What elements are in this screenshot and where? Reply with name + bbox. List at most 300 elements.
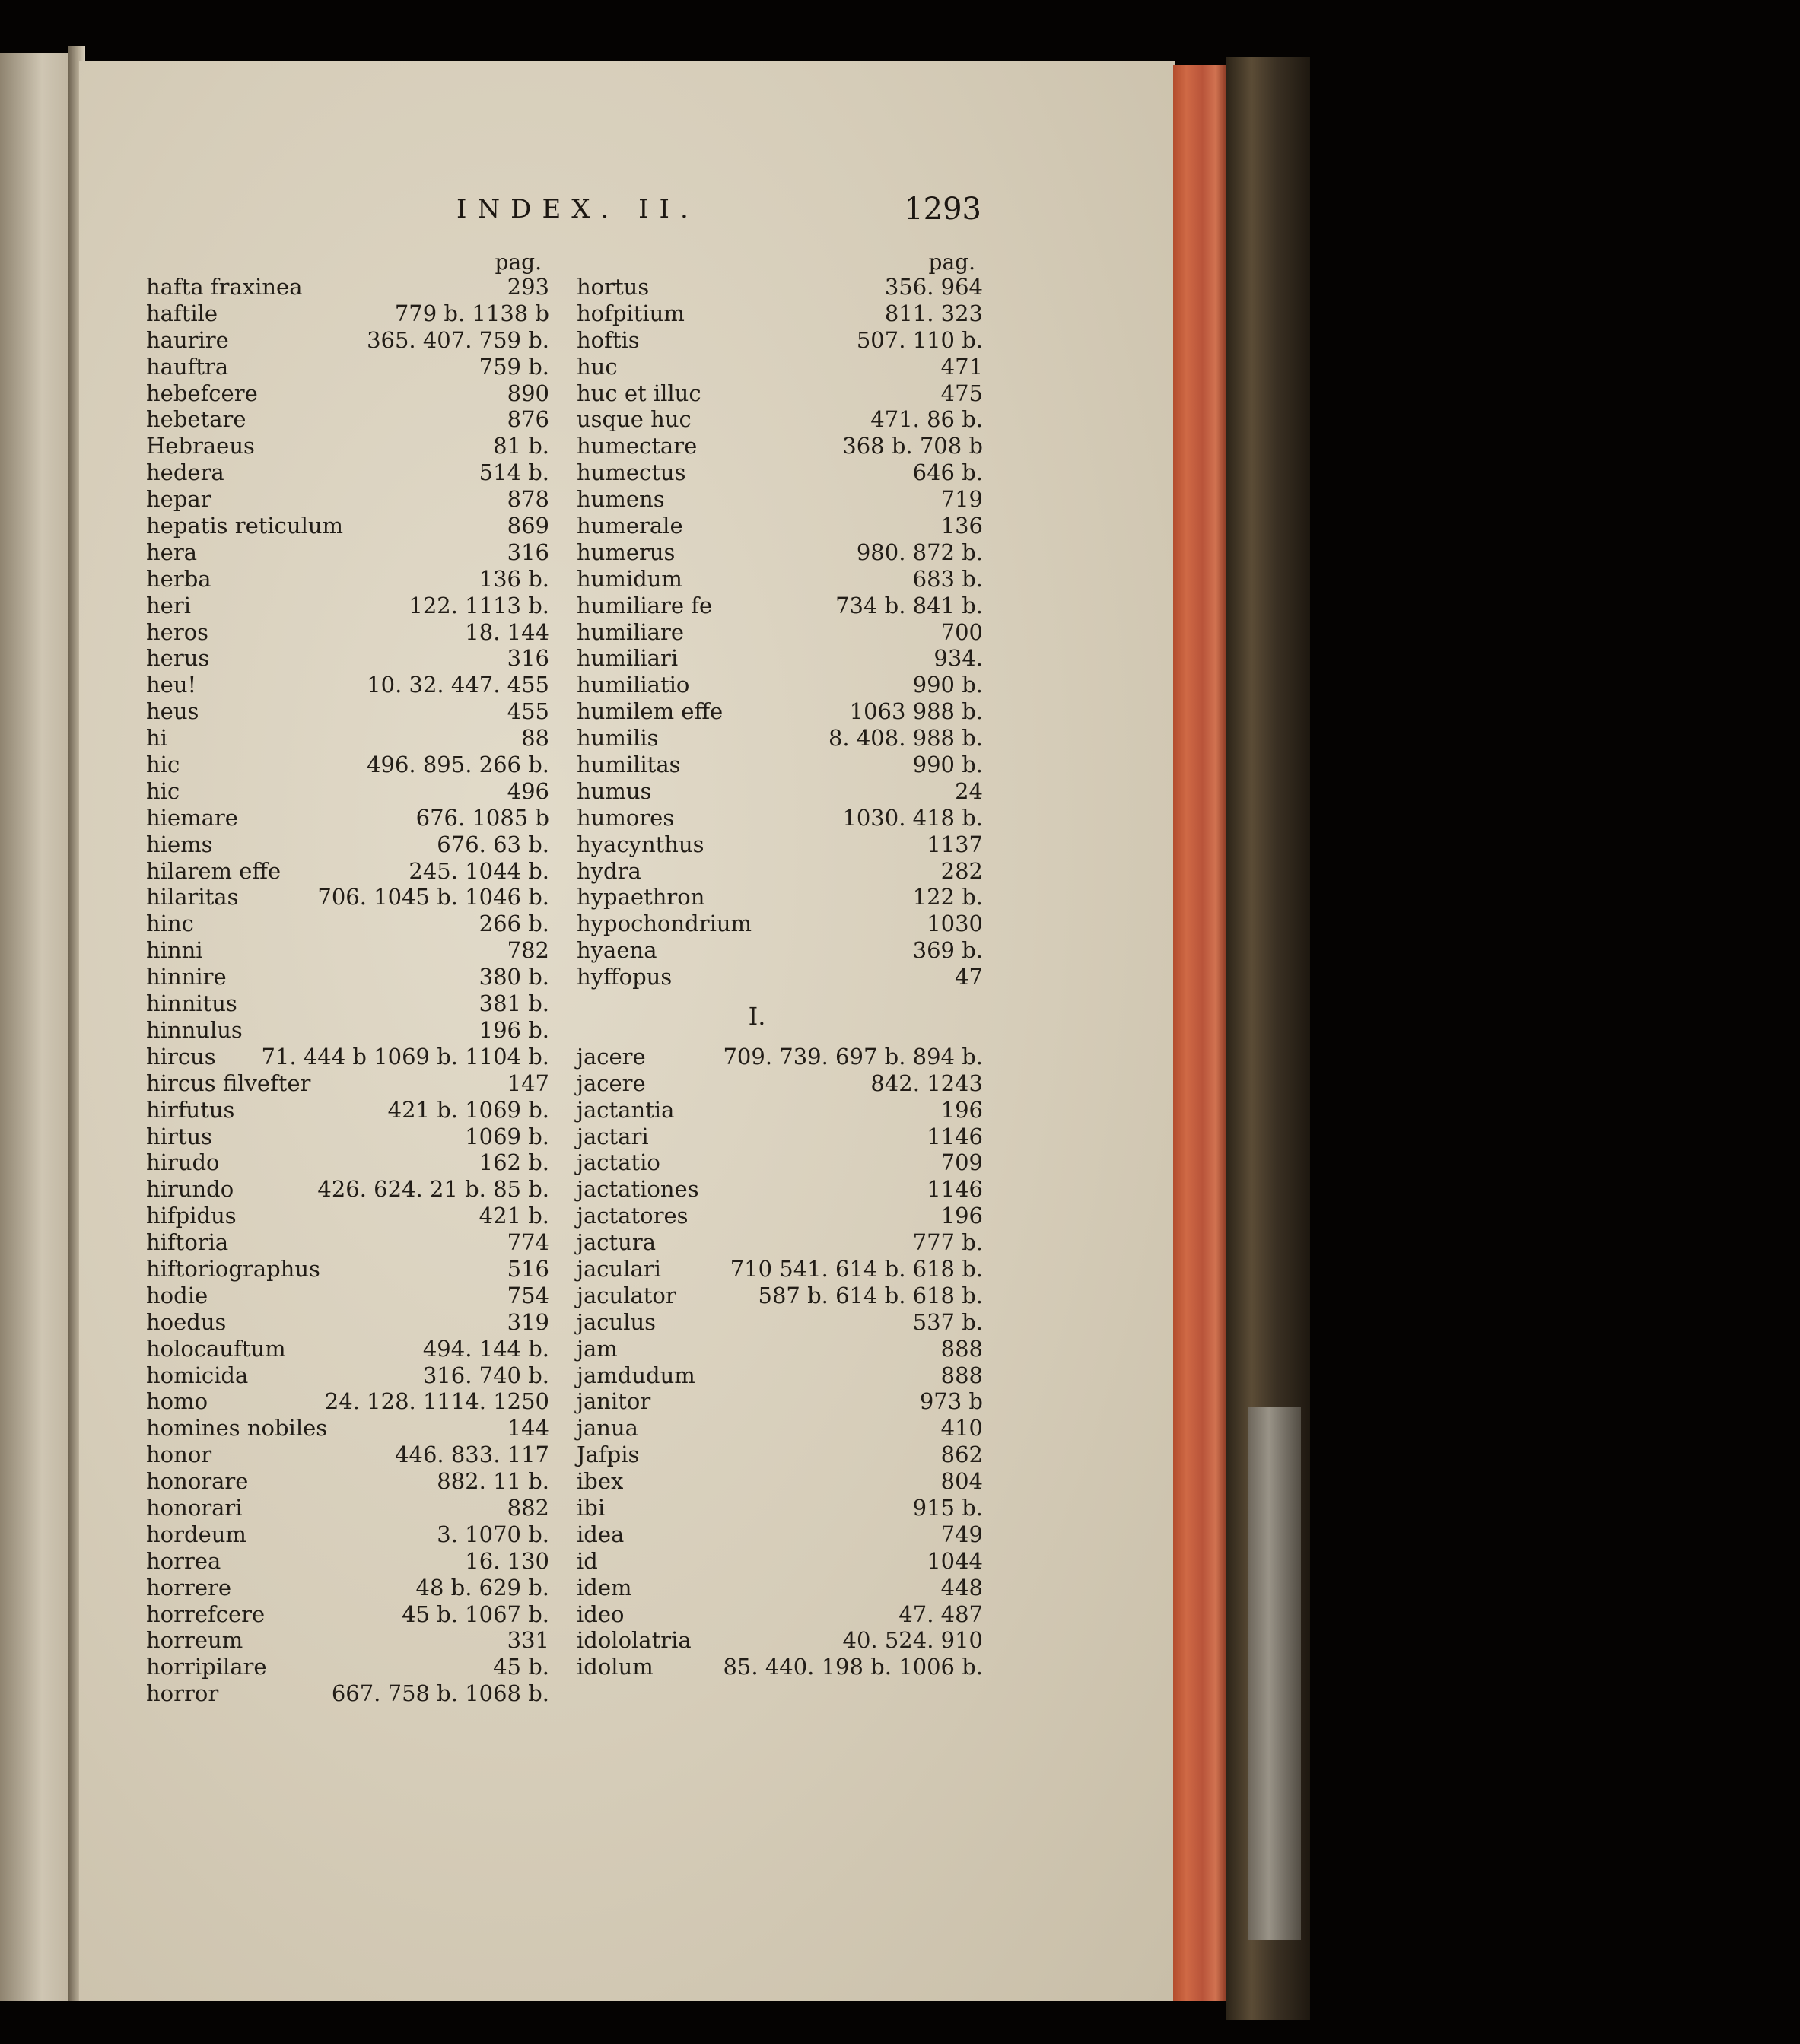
index-entry	[146, 1388, 549, 1415]
entry-term: jactatores	[577, 1203, 689, 1229]
index-entry	[146, 1521, 549, 1548]
index-entry	[577, 1229, 983, 1256]
entry-page-refs: 266 b.	[479, 911, 549, 937]
index-entry	[577, 1388, 983, 1415]
index-entry	[577, 1415, 983, 1442]
index-entry	[146, 672, 549, 698]
index-entry	[577, 486, 983, 513]
entry-term: jaculator	[577, 1282, 676, 1308]
entry-page-refs: 782	[507, 937, 549, 964]
index-entry	[577, 380, 983, 407]
entry-page-refs: 882. 11 b.	[437, 1468, 549, 1495]
entry-page-refs: 162 b.	[479, 1149, 549, 1176]
index-entry	[146, 911, 549, 937]
entry-term: humiliari	[577, 645, 679, 672]
index-entry	[146, 1415, 549, 1442]
index-entry	[146, 593, 549, 619]
entry-page-refs: 667. 758 b. 1068 b.	[331, 1680, 549, 1707]
index-entry	[146, 1283, 549, 1309]
index-entry	[146, 354, 549, 380]
index-entry	[146, 1654, 549, 1680]
entry-page-refs: 365. 407. 759 b.	[367, 326, 549, 353]
index-entry	[146, 1124, 549, 1150]
index-entry	[146, 1097, 549, 1124]
entry-term: honorari	[146, 1494, 243, 1521]
index-entry	[146, 805, 549, 831]
entry-term: jam	[577, 1335, 618, 1362]
entry-page-refs: 980. 872 b.	[856, 539, 983, 565]
entry-term: hiftoriographus	[146, 1255, 320, 1282]
entry-page-refs: 85. 440. 198 b. 1006 b.	[723, 1654, 983, 1680]
index-entry	[146, 1601, 549, 1628]
index-entry	[577, 1044, 983, 1070]
entry-term: jacere	[577, 1070, 646, 1096]
entry-term: humus	[577, 777, 652, 804]
index-entry	[577, 1575, 983, 1601]
entry-term: horrefcere	[146, 1601, 266, 1627]
entry-term: janua	[577, 1415, 638, 1442]
entry-term: jaculari	[577, 1255, 661, 1282]
index-entry	[146, 380, 549, 407]
entry-term: hedera	[146, 459, 224, 486]
entry-page-refs: 1069 b.	[465, 1123, 549, 1149]
entry-page-refs: 316	[507, 645, 549, 672]
index-entry	[577, 433, 983, 459]
entry-page-refs: 24	[955, 777, 983, 804]
entry-term: ibi	[577, 1494, 606, 1521]
entry-page-refs: 1146	[927, 1123, 983, 1149]
entry-page-refs: 455	[507, 698, 549, 725]
entry-page-refs: 421 b. 1069 b.	[387, 1096, 549, 1123]
entry-term: hafta fraxinea	[146, 274, 303, 300]
entry-term: hyffopus	[577, 964, 673, 990]
index-entry	[577, 1283, 983, 1309]
entry-page-refs: 71. 444 b 1069 b. 1104 b.	[261, 1043, 549, 1070]
entry-term: homo	[146, 1388, 208, 1415]
index-entry	[577, 1654, 983, 1680]
index-entry	[146, 645, 549, 672]
entry-term: idem	[577, 1574, 632, 1601]
index-entry	[577, 274, 983, 300]
entry-page-refs: 369 b.	[912, 937, 983, 964]
entry-term: hordeum	[146, 1521, 246, 1547]
running-head: INDEX. II.	[456, 194, 699, 224]
entry-term: idololatria	[577, 1627, 692, 1654]
entry-page-refs: 331	[507, 1627, 549, 1654]
index-entry	[577, 593, 983, 619]
entry-page-refs: 380 b.	[479, 964, 549, 990]
index-entry	[577, 1627, 983, 1654]
entry-term: hauftra	[146, 353, 229, 380]
entry-page-refs: 876	[507, 406, 549, 433]
index-entry	[146, 1176, 549, 1203]
entry-page-refs: 709. 739. 697 b. 894 b.	[723, 1043, 983, 1070]
entry-term: hirfutus	[146, 1096, 235, 1123]
entry-page-refs: 88	[521, 725, 549, 752]
entry-page-refs: 754	[507, 1282, 549, 1308]
entry-term: hydra	[577, 857, 641, 884]
entry-page-refs: 475	[940, 380, 983, 406]
index-entry	[146, 327, 549, 354]
entry-term: jactantia	[577, 1096, 675, 1123]
entry-term: heu!	[146, 672, 197, 698]
entry-term: hyacynthus	[577, 831, 704, 857]
entry-term: humilis	[577, 725, 659, 752]
entry-term: hinnitus	[146, 990, 237, 1017]
entry-page-refs: 47	[955, 964, 983, 990]
entry-term: humiliare	[577, 618, 684, 645]
entry-page-refs: 842. 1243	[870, 1070, 983, 1096]
entry-page-refs: 700	[940, 618, 983, 645]
index-entry	[577, 805, 983, 831]
entry-term: humectare	[577, 433, 698, 459]
entry-term: hirudo	[146, 1149, 220, 1176]
entry-term: horrea	[146, 1547, 221, 1574]
entry-term: hic	[146, 752, 180, 778]
entry-page-refs: 196	[940, 1096, 983, 1123]
entry-page-refs: 48 b. 629 b.	[415, 1574, 549, 1601]
entry-term: horror	[146, 1680, 219, 1707]
entry-page-refs: 421 b.	[479, 1203, 549, 1229]
right-index-column	[577, 250, 983, 1680]
entry-page-refs: 196 b.	[479, 1016, 549, 1043]
index-entry	[146, 1548, 549, 1575]
index-entry	[577, 884, 983, 911]
index-entry	[146, 937, 549, 964]
entry-term: haftile	[146, 300, 218, 326]
entry-term: hirundo	[146, 1176, 234, 1203]
entry-term: hifpidus	[146, 1203, 237, 1229]
entry-term: jamdudum	[577, 1362, 695, 1388]
entry-page-refs: 514 b.	[479, 459, 549, 486]
index-entry	[146, 698, 549, 725]
entry-term: idea	[577, 1521, 625, 1547]
index-entry	[577, 1362, 983, 1389]
entry-page-refs: 40. 524. 910	[842, 1627, 983, 1654]
entry-page-refs: 973 b	[919, 1388, 983, 1415]
entry-term: hodie	[146, 1282, 208, 1308]
index-entry	[146, 1044, 549, 1070]
entry-page-refs: 990 b.	[912, 672, 983, 698]
entry-page-refs: 368 b. 708 b	[842, 433, 983, 459]
entry-term: jactationes	[577, 1176, 699, 1203]
entry-term: humerale	[577, 513, 683, 539]
entry-term: janitor	[577, 1388, 651, 1415]
entry-term: idolum	[577, 1654, 654, 1680]
cover-worn-strip	[1248, 1407, 1301, 1940]
entry-term: hilarem effe	[146, 857, 281, 884]
entry-term: jaculus	[577, 1308, 657, 1335]
entry-page-refs: 471	[940, 353, 983, 380]
entry-page-refs: 646 b.	[912, 459, 983, 486]
entry-page-refs: 676. 1085 b	[415, 804, 549, 831]
index-entry	[577, 459, 983, 486]
index-entry	[577, 858, 983, 885]
entry-term: horrere	[146, 1574, 232, 1601]
index-entry	[146, 300, 549, 327]
entry-page-refs: 882	[507, 1494, 549, 1521]
entry-term: haurire	[146, 326, 229, 353]
entry-page-refs: 293	[507, 274, 549, 300]
entry-page-refs: 1030	[927, 911, 983, 937]
entry-term: homines nobiles	[146, 1415, 328, 1442]
entry-term: hypaethron	[577, 884, 705, 911]
index-entry	[146, 1203, 549, 1229]
entry-page-refs: 144	[507, 1415, 549, 1442]
index-entry	[146, 1336, 549, 1362]
index-entry	[146, 1575, 549, 1601]
entry-term: humilitas	[577, 752, 681, 778]
entry-term: hebetare	[146, 406, 246, 433]
entry-page-refs: 18. 144	[465, 618, 549, 645]
index-entry	[146, 1229, 549, 1256]
entry-page-refs: 869	[507, 513, 549, 539]
left-index-column	[146, 250, 549, 1707]
index-entry	[577, 1149, 983, 1176]
pag-label: pag.	[495, 250, 542, 275]
index-entry	[146, 752, 549, 778]
entry-term: humores	[577, 804, 675, 831]
entry-term: hircus	[146, 1043, 216, 1070]
entry-term: hyaena	[577, 937, 657, 964]
pag-label: pag.	[928, 250, 975, 275]
index-entry	[146, 1495, 549, 1521]
index-entry	[577, 354, 983, 380]
entry-page-refs: 147	[507, 1070, 549, 1096]
entry-page-refs: 45 b. 1067 b.	[402, 1601, 549, 1627]
entry-page-refs: 915 b.	[912, 1494, 983, 1521]
entry-page-refs: 47. 487	[898, 1601, 983, 1627]
entry-term: hypochondrium	[577, 911, 752, 937]
index-entry	[577, 619, 983, 646]
entry-page-refs: 507. 110 b.	[856, 326, 983, 353]
entry-page-refs: 282	[940, 857, 983, 884]
entry-page-refs: 537 b.	[912, 1308, 983, 1335]
entry-page-refs: 356. 964	[884, 274, 983, 300]
entry-term: ideo	[577, 1601, 625, 1627]
index-entry	[577, 1070, 983, 1097]
index-entry	[146, 513, 549, 539]
entry-term: heri	[146, 592, 191, 618]
entry-term: hortus	[577, 274, 650, 300]
entry-page-refs: 719	[940, 486, 983, 513]
index-entry	[146, 1442, 549, 1468]
entry-page-refs: 1030. 418 b.	[842, 804, 983, 831]
entry-term: jacere	[577, 1043, 646, 1070]
index-entry	[146, 1627, 549, 1654]
entry-page-refs: 1063 988 b.	[849, 698, 983, 725]
entry-page-refs: 676. 63 b.	[437, 831, 549, 857]
entry-term: jactura	[577, 1229, 657, 1256]
index-entry	[146, 884, 549, 911]
entry-page-refs: 16. 130	[465, 1547, 549, 1574]
entry-term: heros	[146, 618, 209, 645]
entry-page-refs: 245. 1044 b.	[409, 857, 549, 884]
entry-term: hircus filvefter	[146, 1070, 311, 1096]
entry-page-refs: 774	[507, 1229, 549, 1256]
entry-page-refs: 426. 624. 21 b. 85 b.	[317, 1176, 549, 1203]
entry-term: hic	[146, 777, 180, 804]
entry-term: id	[577, 1547, 598, 1574]
entry-page-refs: 496. 895. 266 b.	[367, 752, 549, 778]
index-entry	[577, 937, 983, 964]
index-entry	[146, 406, 549, 433]
index-entry	[577, 1601, 983, 1628]
facing-page-edge	[0, 53, 76, 2001]
entry-term: huc	[577, 353, 618, 380]
entry-page-refs: 587 b. 614 b. 618 b.	[758, 1282, 983, 1308]
entry-page-refs: 710 541. 614 b. 618 b.	[730, 1255, 983, 1282]
entry-term: humectus	[577, 459, 686, 486]
index-entry	[577, 831, 983, 858]
index-entry	[146, 725, 549, 752]
entry-term: hebefcere	[146, 380, 258, 406]
index-entry	[577, 1124, 983, 1150]
entry-term: honor	[146, 1442, 212, 1468]
index-entry	[577, 327, 983, 354]
entry-term: hiems	[146, 831, 213, 857]
index-entry	[577, 1521, 983, 1548]
entry-page-refs: 516	[507, 1255, 549, 1282]
entry-term: hinni	[146, 937, 203, 964]
entry-term: hiemare	[146, 804, 238, 831]
index-entry	[577, 513, 983, 539]
page-number: 1293	[904, 192, 981, 227]
index-entry	[577, 911, 983, 937]
entry-page-refs: 734 b. 841 b.	[835, 592, 983, 618]
entry-term: hoedus	[146, 1308, 227, 1335]
index-entry	[577, 698, 983, 725]
entry-page-refs: 706. 1045 b. 1046 b.	[317, 884, 549, 911]
entry-page-refs: 471. 86 b.	[870, 406, 983, 433]
entry-term: ibex	[577, 1468, 624, 1495]
entry-page-refs: 410	[940, 1415, 983, 1442]
entry-page-refs: 3. 1070 b.	[437, 1521, 549, 1547]
entry-term: hera	[146, 539, 197, 565]
entry-page-refs: 448	[940, 1574, 983, 1601]
index-entry	[577, 778, 983, 805]
entry-page-refs: 749	[940, 1521, 983, 1547]
right-entry-list-i	[577, 1044, 983, 1680]
index-entry	[146, 1680, 549, 1707]
entry-term: hepatis reticulum	[146, 513, 344, 539]
entry-term: hinc	[146, 911, 194, 937]
index-entry	[146, 539, 549, 566]
entry-term: honorare	[146, 1468, 249, 1495]
entry-term: hiftoria	[146, 1229, 229, 1256]
entry-page-refs: 779 b. 1138 b	[394, 300, 549, 326]
entry-term: horripilare	[146, 1654, 267, 1680]
entry-term: hirtus	[146, 1123, 213, 1149]
entry-term: herba	[146, 565, 211, 592]
entry-page-refs: 862	[940, 1442, 983, 1468]
entry-page-refs: 316	[507, 539, 549, 565]
entry-page-refs: 888	[940, 1362, 983, 1388]
index-entry	[146, 486, 549, 513]
entry-page-refs: 777 b.	[912, 1229, 983, 1256]
index-entry	[577, 725, 983, 752]
entry-page-refs: 890	[507, 380, 549, 406]
index-entry	[577, 539, 983, 566]
entry-page-refs: 446. 833. 117	[395, 1442, 549, 1468]
index-entry	[146, 274, 549, 300]
entry-page-refs: 990 b.	[912, 752, 983, 778]
index-entry	[146, 858, 549, 885]
entry-page-refs: 81 b.	[493, 433, 549, 459]
index-entry	[146, 566, 549, 593]
index-entry	[577, 1548, 983, 1575]
entry-page-refs: 136 b.	[479, 565, 549, 592]
index-entry	[146, 619, 549, 646]
index-entry	[577, 1442, 983, 1468]
entry-term: usque huc	[577, 406, 692, 433]
entry-term: humidum	[577, 565, 682, 592]
index-entry	[146, 433, 549, 459]
index-entry	[577, 752, 983, 778]
entry-page-refs: 804	[940, 1468, 983, 1495]
index-entry	[577, 1336, 983, 1362]
index-entry	[146, 1070, 549, 1097]
entry-term: humilem effe	[577, 698, 723, 725]
entry-term: jactatio	[577, 1149, 660, 1176]
index-entry	[146, 1149, 549, 1176]
entry-page-refs: 494. 144 b.	[422, 1335, 549, 1362]
index-entry	[577, 1495, 983, 1521]
index-entry	[577, 645, 983, 672]
index-entry	[146, 831, 549, 858]
entry-page-refs: 934.	[933, 645, 983, 672]
section-letter-heading: I.	[748, 1002, 766, 1032]
entry-page-refs: 1044	[927, 1547, 983, 1574]
entry-page-refs: 381 b.	[479, 990, 549, 1017]
entry-term: hinnire	[146, 964, 227, 990]
entry-term: Hebraeus	[146, 433, 255, 459]
index-entry	[577, 566, 983, 593]
entry-term: hi	[146, 725, 167, 752]
index-entry	[146, 1256, 549, 1283]
index-entry	[577, 1256, 983, 1283]
index-entry	[577, 964, 983, 990]
entry-term: jactari	[577, 1123, 649, 1149]
entry-page-refs: 24. 128. 1114. 1250	[324, 1388, 549, 1415]
entry-page-refs: 759 b.	[479, 353, 549, 380]
index-entry	[146, 1309, 549, 1336]
entry-term: Jafpis	[577, 1442, 640, 1468]
entry-term: horreum	[146, 1627, 243, 1654]
index-entry	[146, 459, 549, 486]
entry-term: hepar	[146, 486, 211, 513]
index-entry	[577, 1097, 983, 1124]
entry-page-refs: 319	[507, 1308, 549, 1335]
entry-term: holocauftum	[146, 1335, 286, 1362]
entry-term: herus	[146, 645, 210, 672]
entry-term: huc et illuc	[577, 380, 701, 406]
entry-term: hoftis	[577, 326, 640, 353]
entry-page-refs: 683 b.	[912, 565, 983, 592]
index-entry	[146, 1468, 549, 1495]
index-entry	[146, 778, 549, 805]
index-entry	[577, 300, 983, 327]
index-entry	[577, 1309, 983, 1336]
entry-page-refs: 811. 323	[884, 300, 983, 326]
entry-page-refs: 10. 32. 447. 455	[367, 672, 549, 698]
index-entry	[577, 672, 983, 698]
index-entry	[577, 406, 983, 433]
entry-page-refs: 878	[507, 486, 549, 513]
index-entry	[146, 990, 549, 1017]
index-entry	[146, 1017, 549, 1044]
right-entry-list-h	[577, 274, 983, 990]
